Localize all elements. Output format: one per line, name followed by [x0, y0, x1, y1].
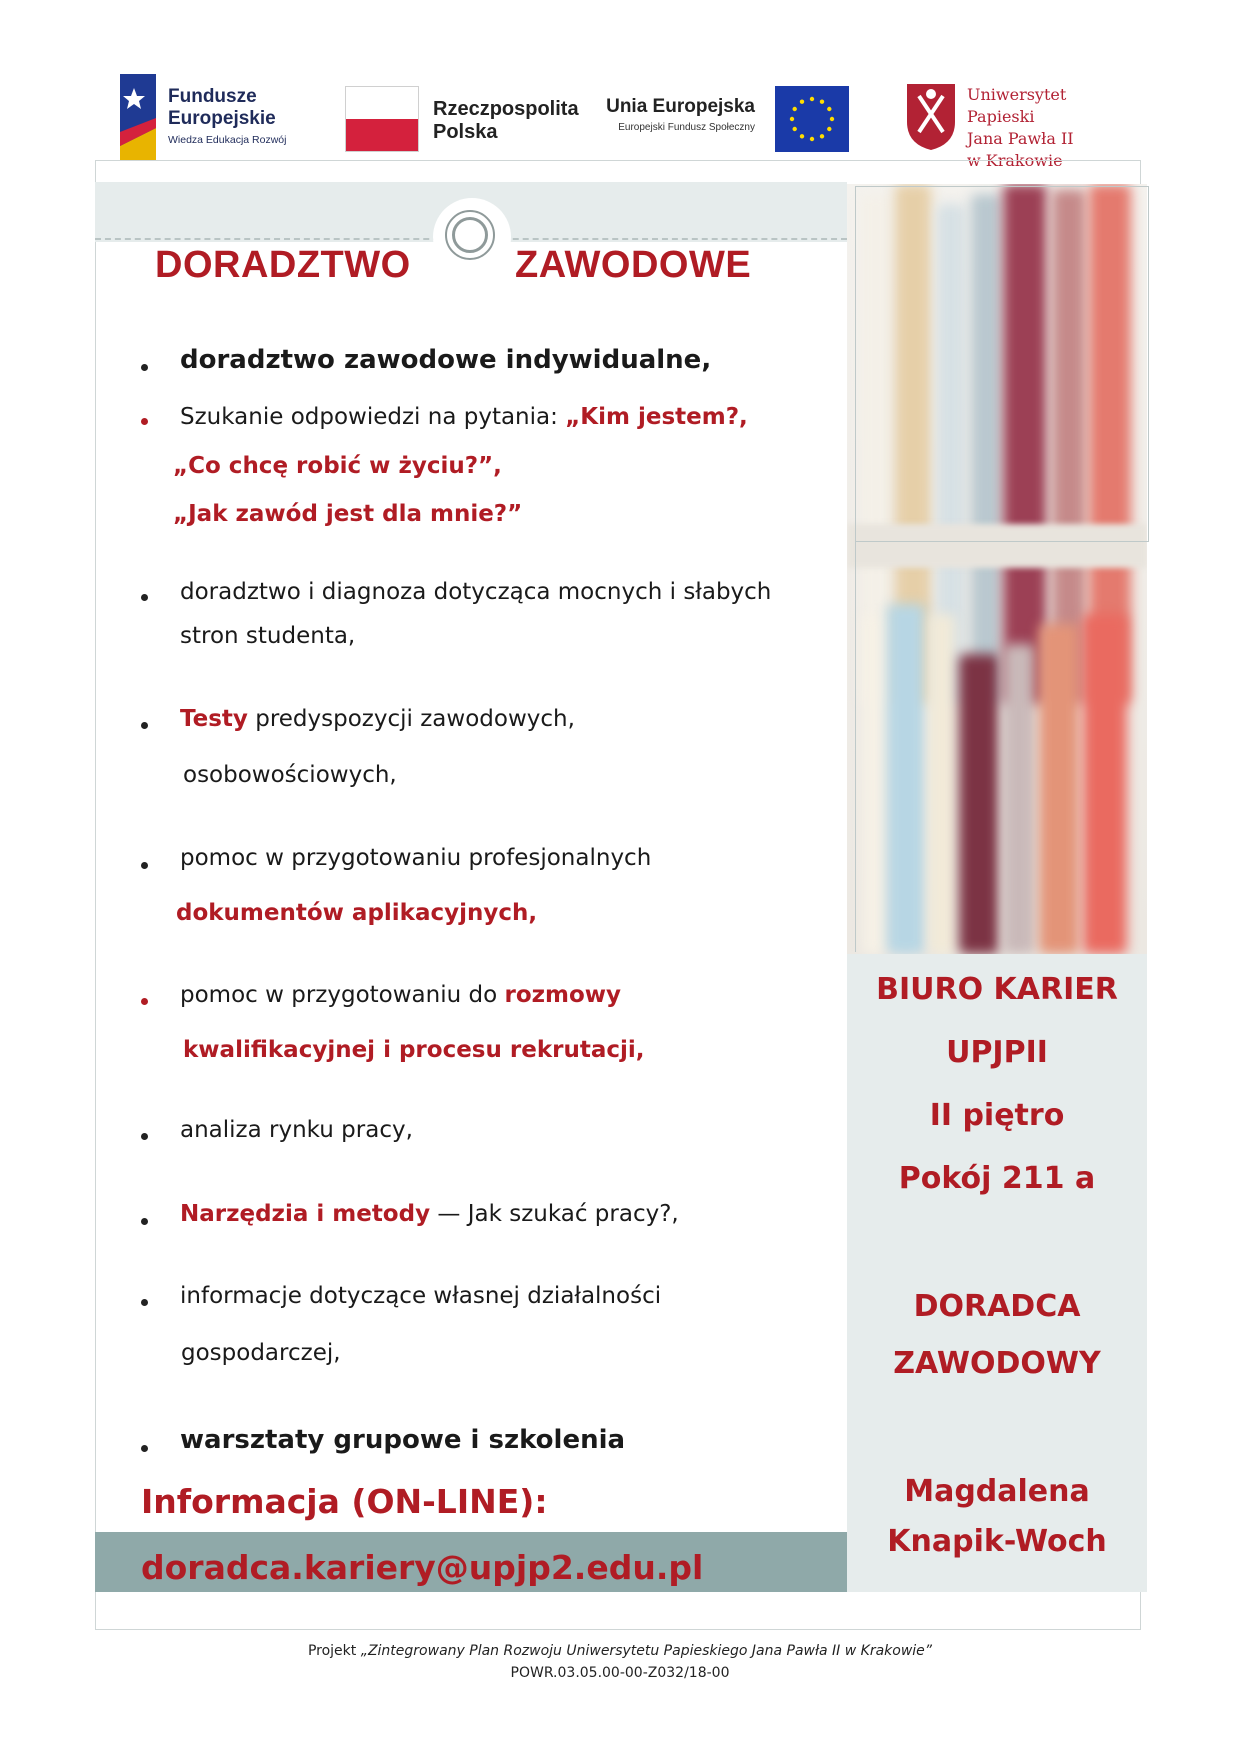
bullet [141, 418, 148, 425]
list-item-continuation: osobowościowych, [183, 762, 397, 788]
upjp-line-1: Uniwersytet Papieski [967, 85, 1067, 126]
page-title-right: ZAWODOWE [515, 244, 752, 286]
list-item-continuation: „Jak zawód jest dla mnie?” [173, 501, 523, 527]
fundusze-europejskie-logo [120, 72, 310, 164]
list-item [180, 982, 621, 1008]
university-crest-icon [905, 82, 957, 152]
list-item: warsztaty grupowe i szkolenia [180, 1425, 626, 1455]
header-ring-inner [452, 217, 488, 253]
advisor-role-2: ZAWODOWY [893, 1346, 1101, 1381]
ue-subtitle: Europejski Fundusz Społeczny [618, 122, 755, 133]
bullet [141, 1218, 148, 1225]
ue-title: Unia Europejska [606, 96, 755, 117]
bullet [141, 722, 148, 729]
list-item-text: pomoc w przygotowaniu do [180, 982, 505, 1008]
advisor-role-1: DORADCA [913, 1289, 1081, 1324]
bullet [141, 862, 148, 869]
eu-flag-icon [775, 86, 849, 152]
fe-subtitle: Wiedza Edukacja Rozwój [168, 134, 287, 146]
list-item [180, 1201, 679, 1227]
fe-title-2: Europejskie [168, 108, 276, 129]
list-item: analiza rynku pracy, [180, 1117, 413, 1143]
polish-flag-icon [345, 86, 419, 152]
list-item-continuation: kwalifikacyjnej i procesu rekrutacji, [183, 1037, 645, 1063]
bullet [141, 1133, 148, 1140]
office-university: UPJPII [946, 1035, 1048, 1070]
list-item: informacje dotyczące własnej działalności [180, 1283, 662, 1309]
footer-project-code: POWR.03.05.00-00-Z032/18-00 [510, 1665, 730, 1681]
bullet [141, 1299, 148, 1306]
rzeczpospolita-polska-logo [345, 86, 580, 156]
photo-frame-line [855, 542, 856, 952]
bullet [141, 594, 148, 601]
bullet [141, 998, 148, 1005]
upjp-line-2: Jana Pawła II [967, 129, 1074, 148]
footer-project-line [0, 1640, 1240, 1662]
fe-title-1: Fundusze [168, 86, 257, 107]
office-room: Pokój 211 a [898, 1161, 1096, 1196]
list-item-continuation: „Co chcę robić w życiu?”, [173, 453, 502, 479]
fe-star-flag-icon [120, 74, 156, 160]
list-item: doradztwo i diagnoza dotycząca mocnych i słabych [180, 579, 772, 605]
list-item: pomoc w przygotowaniu profesjonalnych [180, 845, 652, 871]
list-item-continuation: dokumentów aplikacyjnych, [176, 900, 538, 926]
list-item-text: Szukanie odpowiedzi na pytania: [180, 404, 566, 430]
upjp-line-3: w Krakowie [967, 151, 1063, 170]
office-name: BIURO KARIER [876, 972, 1118, 1007]
contact-email-link[interactable]: doradca.kariery@upjp2.edu.pl [141, 1548, 704, 1587]
list-item [180, 404, 748, 430]
list-item-text: predyspozycji zawodowych, [247, 706, 575, 732]
list-item-continuation: stron studenta, [180, 623, 356, 649]
footer-prefix: Projekt [307, 1643, 361, 1659]
photo-frame-top [855, 186, 1149, 542]
list-item-continuation: gospodarczej, [181, 1340, 341, 1366]
list-item-highlight: Testy [180, 706, 248, 732]
upjp2-logo [905, 80, 1120, 170]
bullet [141, 364, 148, 371]
office-floor: II piętro [929, 1098, 1065, 1133]
list-item-highlight: rozmowy [504, 982, 622, 1008]
advisor-last-name: Knapik-Woch [887, 1524, 1107, 1559]
advisor-first-name: Magdalena [904, 1474, 1090, 1509]
rp-line-2: Polska [433, 121, 498, 143]
rp-line-1: Rzeczpospolita [433, 98, 579, 120]
list-item: doradztwo zawodowe indywidualne, [180, 345, 712, 375]
list-item-highlight: Narzędzia i metody [180, 1201, 431, 1227]
list-item [180, 706, 575, 732]
bullet [141, 1445, 148, 1452]
project-footer [0, 1640, 1240, 1684]
list-item-text: — Jak szukać pracy?, [430, 1201, 679, 1227]
footer-project-title: „Zintegrowany Plan Rozwoju Uniwersytetu Papieskiego Jana Pawła II w Krakowie” [360, 1643, 933, 1659]
online-info-label: Informacja (ON-LINE): [141, 1482, 548, 1521]
unia-europejska-logo [605, 86, 855, 156]
page-title-left: DORADZTWO [155, 244, 411, 286]
list-item-highlight: „Kim jestem?, [565, 404, 748, 430]
